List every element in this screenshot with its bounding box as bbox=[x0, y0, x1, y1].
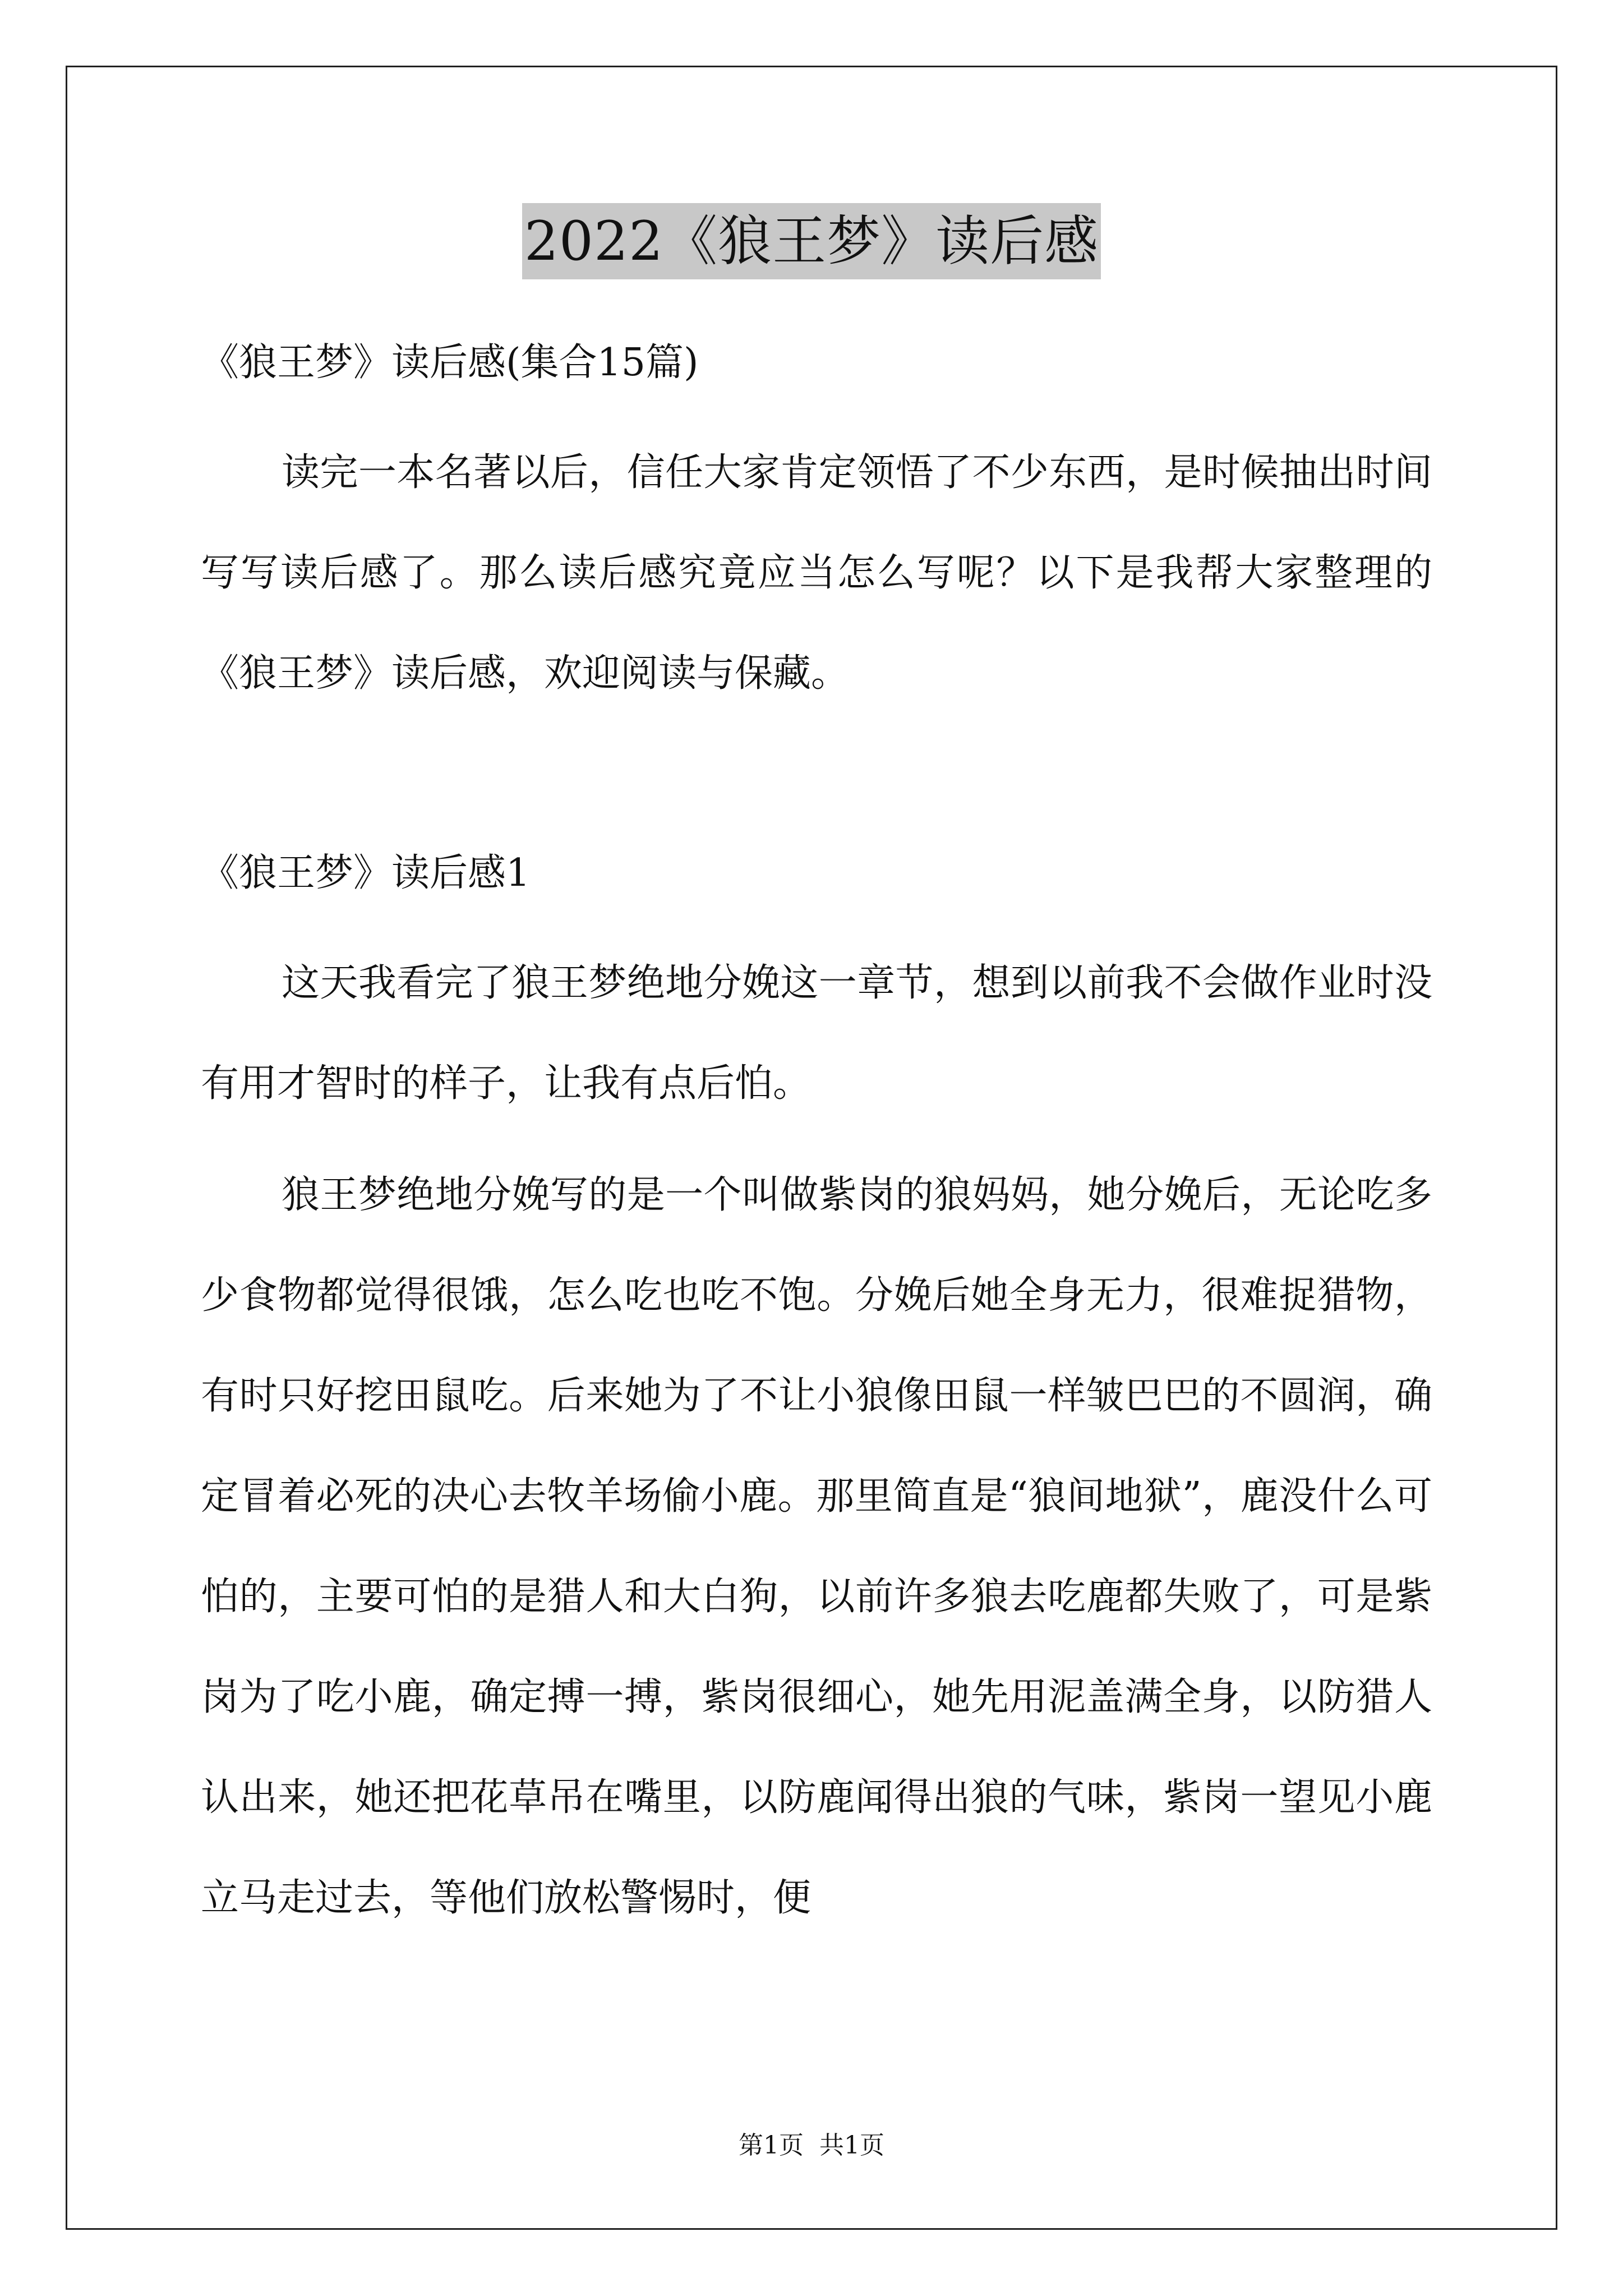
document-body bbox=[201, 314, 1432, 1948]
title-container bbox=[0, 203, 1623, 279]
section1-paragraph-2: 狼王梦绝地分娩写的是一个叫做紫岗的狼妈妈，她分娩后，无论吃多少食物都觉得很饿，怎么吃也吃不饱。分娩后她全身无力，很难捉猎物，有时只好挖田鼠吃。后来她为了不让小狼像田鼠一样皱巴巴的不圆润，确定冒着必死的决心去牧羊场偷小鹿。那里简直是“狼间地狱”，鹿没什么可怕的，主要可怕的是猎人和大白狗，以前许多狼去吃鹿都失败了，可是紫岗为了吃小鹿，确定搏一搏，紫岗很细心，她先用泥盖满全身，以防猎人认出来，她还把花草吊在嘴里，以防鹿闻得出狼的气味，紫岗一望见小鹿立马走过去，等他们放松警惕时，便 bbox=[201, 1173, 1432, 1920]
page-total: 共1页 bbox=[819, 2131, 884, 2160]
intro-paragraph: 读完一本名著以后，信任大家肯定领悟了不少东西，是时候抽出时间写写读后感了。那么读后感究竟应当怎么写呢？以下是我帮大家整理的《狼王梦》读后感，欢迎阅读与保藏。 bbox=[201, 450, 1432, 696]
document-subtitle: 《狼王梦》读后感(集合15篇) bbox=[201, 341, 699, 385]
document-title: 2022《狼王梦》读后感 bbox=[522, 203, 1101, 279]
section1-paragraph-1: 这天我看完了狼王梦绝地分娩这一章节，想到以前我不会做作业时没有用才智时的样子，让我有点后怕。 bbox=[201, 961, 1432, 1106]
section-heading-1: 《狼王梦》读后感1 bbox=[201, 851, 531, 895]
page-footer bbox=[0, 2129, 1623, 2162]
page-number: 第1页 bbox=[739, 2131, 804, 2160]
